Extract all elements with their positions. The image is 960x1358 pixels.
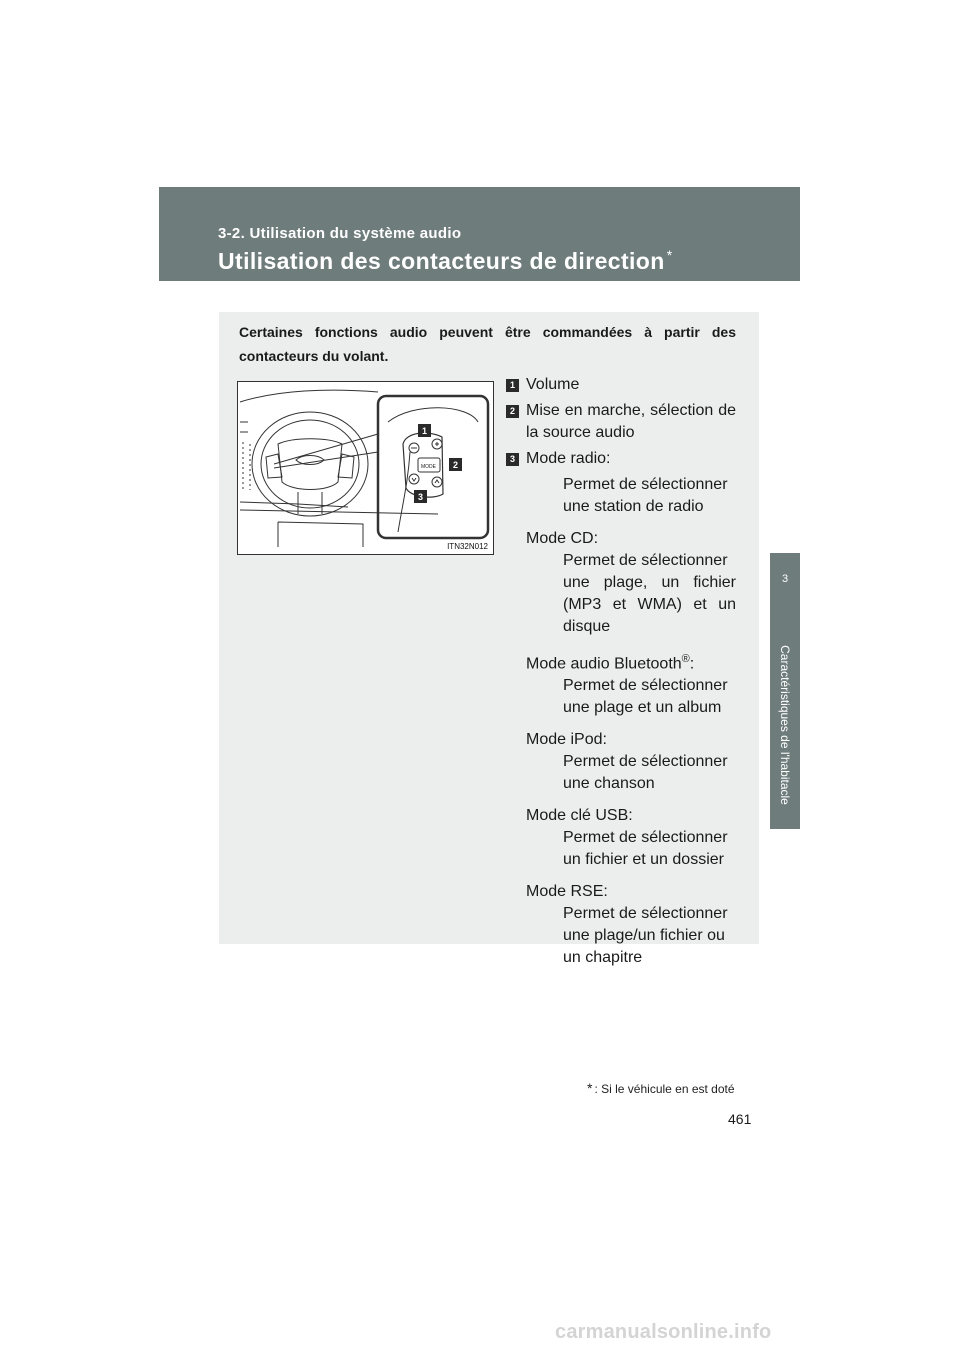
mode-description — [506, 550, 736, 638]
desc-line: disque — [563, 618, 611, 635]
desc-line: une plage/un fichier ou — [563, 927, 725, 945]
callout-1: 1 — [421, 426, 428, 436]
desc-line: Permet de sélectionner — [563, 829, 728, 847]
watermark[interactable]: carmanualsonline.info — [555, 1321, 772, 1343]
desc-line: une plage, un fichier — [563, 574, 736, 591]
list-item — [506, 374, 736, 396]
mode-title-colon: : — [689, 655, 695, 673]
desc-line: Permet de sélectionner — [563, 476, 728, 493]
item-text-content: Mise en marche, sélection de la source audio — [526, 402, 736, 441]
intro-line-1: Certaines fonctions audio peuvent être commandées à partir des — [239, 324, 736, 340]
desc-line: une plage et un album — [563, 699, 722, 717]
mode-description — [506, 751, 736, 795]
desc-line: une station de radio — [563, 498, 704, 515]
item-text: Mode radio: — [526, 450, 611, 467]
item-number-badge: 3 — [506, 453, 519, 466]
chapter-label — [770, 625, 800, 825]
mode-description — [506, 474, 736, 518]
item-list — [506, 374, 736, 969]
mode-description — [506, 675, 736, 719]
desc-line: Permet de sélectionner — [563, 677, 728, 695]
title-footnote-mark: * — [666, 247, 673, 263]
mode-title: Mode clé USB: — [526, 807, 633, 825]
callout-3: 3 — [417, 492, 424, 502]
item-text — [526, 400, 736, 444]
list-item — [506, 448, 736, 470]
desc-line: Permet de sélectionner — [563, 753, 728, 771]
steering-wheel-drawing — [238, 382, 493, 554]
desc-line: Permet de sélectionner — [563, 552, 728, 569]
mode-button-label: MODE — [421, 464, 436, 470]
section-title: 3-2. Utilisation du système audio — [218, 225, 462, 242]
item-number-badge: 2 — [506, 405, 519, 418]
desc-line: une chanson — [563, 775, 655, 793]
mode-title-text: Mode audio Bluetooth — [526, 655, 682, 673]
footnote-star: * — [587, 1080, 593, 1096]
chapter-label-text: Caractéristiques de l'habitacle — [778, 645, 792, 805]
intro-text — [239, 320, 736, 368]
mode-title — [506, 648, 736, 675]
intro-line-2: contacteurs du volant. — [239, 348, 389, 364]
item-number-badge: 1 — [506, 379, 519, 392]
desc-line: (MP3 et WMA) et un — [563, 596, 736, 613]
registered-mark: ® — [681, 653, 690, 665]
desc-line: Permet de sélectionner — [563, 905, 728, 923]
mode-title: Mode CD: — [526, 530, 599, 547]
mode-title: Mode iPod: — [526, 731, 607, 749]
item-text: Volume — [526, 376, 580, 393]
desc-line: un fichier et un dossier — [563, 851, 724, 869]
mode-description — [506, 903, 736, 969]
callout-2: 2 — [452, 460, 459, 470]
page-title-text: Utilisation des contacteurs de direction — [218, 248, 665, 274]
footnote-text: : Si le véhicule en est doté — [594, 1082, 735, 1096]
list-item — [506, 400, 736, 444]
footnote — [587, 1080, 735, 1096]
page-number: 461 — [728, 1111, 752, 1127]
figure-code: ITN32N012 — [447, 542, 488, 551]
section-header — [159, 187, 800, 281]
page-title — [218, 247, 673, 275]
mode-title: Mode RSE: — [526, 883, 608, 901]
chapter-number: 3 — [781, 573, 789, 585]
mode-description — [506, 827, 736, 871]
content-panel — [219, 312, 759, 967]
desc-line: un chapitre — [563, 949, 643, 967]
steering-wheel-illustration — [237, 381, 494, 555]
